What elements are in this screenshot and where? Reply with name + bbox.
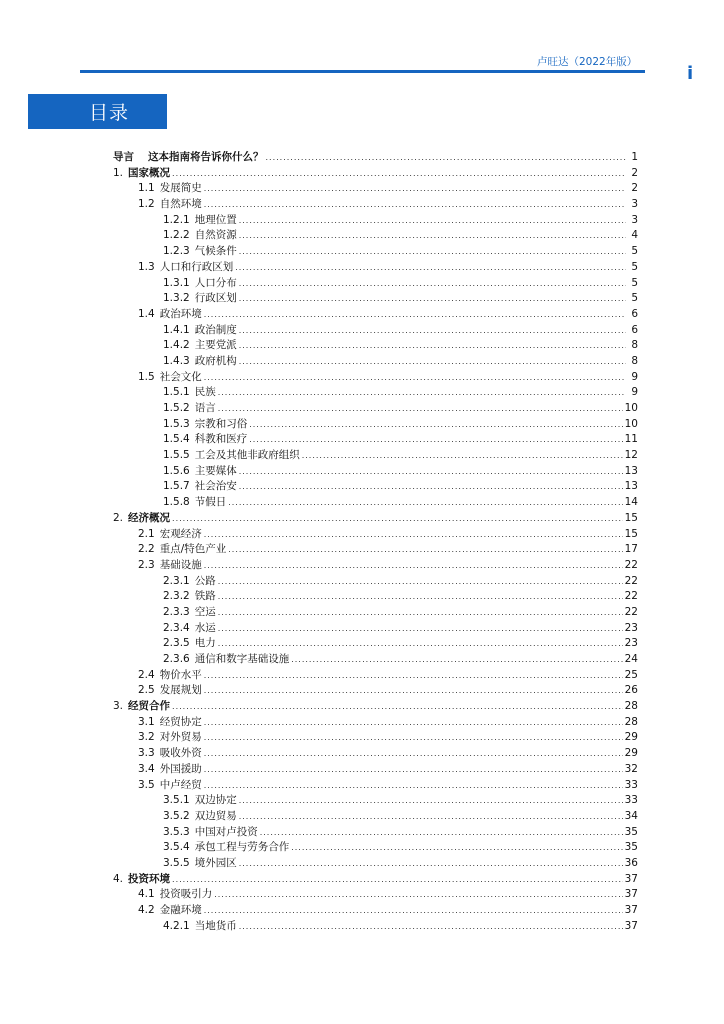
toc-entry-number: 3.5.4 (163, 841, 190, 854)
toc-entry-page: 9 (631, 370, 638, 383)
dot-leader (172, 511, 623, 527)
toc-entry-number: 2.3.2 (163, 590, 190, 603)
toc-entry-label: 民族 (194, 386, 216, 399)
dot-leader (239, 213, 626, 229)
dot-leader (204, 668, 623, 684)
toc-entry-label: 投资吸引力 (159, 888, 213, 901)
toc-entry-number: 1.3.1 (163, 276, 190, 289)
toc-entry-page: 10 (624, 402, 638, 414)
dot-leader (228, 542, 622, 558)
dot-leader (239, 338, 626, 354)
toc-entry[interactable] (113, 872, 638, 888)
toc-entry-label: 宗教和习俗 (194, 417, 248, 430)
toc-entry-label: 社会文化 (159, 370, 202, 383)
toc-entry-page: 22 (624, 590, 638, 603)
toc-entry-number: 1.5.8 (163, 496, 190, 509)
toc-entry-number: 3.2 (138, 731, 155, 744)
toc-entry-number: 2.3.1 (163, 574, 190, 587)
dot-leader (218, 589, 623, 605)
toc-entry-number: 1.2.3 (163, 245, 190, 258)
toc-entry-number: 3.4 (138, 762, 155, 775)
toc-entry-number: 3.5.1 (163, 794, 190, 807)
toc-entry-number: 1.2.2 (163, 229, 190, 242)
dot-leader (249, 417, 622, 433)
toc-entry[interactable] (113, 903, 638, 919)
toc-entry-number: 1.2 (138, 198, 155, 211)
toc-entry[interactable] (113, 495, 638, 511)
dot-leader (235, 260, 626, 276)
toc-entry[interactable] (113, 746, 638, 762)
toc-entry-page: 33 (624, 794, 638, 807)
toc-entry[interactable] (113, 166, 638, 182)
dot-leader (204, 730, 623, 746)
toc-entry-label: 宏观经济 (159, 527, 202, 540)
toc-entry-page: 35 (624, 841, 638, 854)
toc-entry[interactable] (113, 574, 638, 590)
toc-entry[interactable] (113, 354, 638, 370)
dot-leader (218, 605, 623, 621)
toc-entry-number: 3.1 (138, 715, 155, 728)
toc-entry-label: 人口和行政区划 (159, 260, 234, 273)
dot-leader (204, 197, 626, 213)
toc-entry[interactable] (113, 307, 638, 323)
toc-entry[interactable] (113, 605, 638, 621)
toc-entry-label: 公路 (194, 574, 216, 587)
toc-entry[interactable] (113, 181, 638, 197)
toc-entry-page: 3 (631, 213, 638, 226)
toc-entry-number: 1.5.1 (163, 386, 190, 399)
dot-leader (239, 809, 623, 825)
toc-entry[interactable] (113, 887, 638, 903)
toc-entry-page: 33 (624, 778, 638, 791)
toc-entry[interactable] (113, 260, 638, 276)
toc-entry[interactable] (113, 542, 638, 558)
dot-leader (239, 479, 623, 495)
toc-entry-number: 3. (113, 700, 124, 713)
toc-entry-number: 2.3.4 (163, 621, 190, 634)
dot-leader (204, 715, 623, 731)
toc-entry-number: 2.4 (138, 668, 155, 681)
toc-entry-number: 1.5 (138, 370, 155, 383)
toc-entry-page: 13 (624, 464, 638, 477)
toc-entry[interactable] (113, 244, 638, 260)
toc-entry-page: 22 (624, 574, 638, 587)
toc-entry[interactable] (113, 197, 638, 213)
dot-leader (218, 621, 623, 637)
toc-entry-page: 35 (624, 825, 638, 838)
toc-entry-page: 17 (624, 543, 638, 556)
dot-leader (239, 919, 623, 935)
toc-entry-label: 这本指南将告诉你什么？ (148, 151, 264, 163)
toc-entry-page: 37 (624, 872, 638, 885)
toc-entry[interactable] (113, 856, 638, 872)
toc-entry-page: 22 (624, 558, 638, 571)
toc-entry-number: 1.2.1 (163, 213, 190, 226)
toc-entry-page: 1 (631, 151, 638, 163)
toc-entry-number: 2.3 (138, 558, 155, 571)
toc-entry[interactable] (113, 683, 638, 699)
toc-entry-number: 2.3.5 (163, 637, 190, 650)
page-number: i (687, 63, 694, 84)
toc-entry[interactable] (113, 448, 638, 464)
dot-leader (204, 746, 623, 762)
toc-entry[interactable] (113, 228, 638, 244)
toc-entry-page: 6 (631, 307, 638, 320)
toc-entry-page: 29 (624, 731, 638, 744)
toc-entry-page: 37 (624, 888, 638, 901)
toc-entry-label: 物价水平 (159, 668, 202, 681)
toc-entry-page: 5 (631, 276, 638, 289)
dot-leader (239, 323, 626, 339)
toc-entry[interactable] (113, 432, 638, 448)
toc-entry-number: 3.5.2 (163, 809, 190, 822)
toc-entry-page: 15 (624, 511, 638, 524)
toc-entry[interactable] (113, 778, 638, 794)
dot-leader (204, 558, 623, 574)
toc-entry-number: 3.5 (138, 778, 155, 791)
toc-entry[interactable] (113, 276, 638, 292)
toc-entry-page: 5 (631, 292, 638, 305)
toc-entry-page: 8 (631, 354, 638, 367)
toc-entry-label: 科教和医疗 (194, 433, 248, 446)
toc-entry-label: 工会及其他非政府组织 (194, 449, 300, 462)
toc-entry-page: 3 (631, 198, 638, 211)
toc-entry[interactable] (113, 809, 638, 825)
toc-entry[interactable] (113, 699, 638, 715)
toc-entry-label: 外国援助 (159, 762, 202, 775)
toc-entry-number: 1. (113, 166, 124, 179)
toc-entry-number: 1.5.4 (163, 433, 190, 446)
toc-entry-label: 社会治安 (194, 480, 237, 493)
toc-entry-label: 行政区划 (194, 292, 237, 305)
toc-entry-number: 3.3 (138, 747, 155, 760)
dot-leader (218, 401, 623, 417)
toc-entry-page: 2 (631, 166, 638, 179)
toc-entry-page: 25 (624, 668, 638, 681)
toc-entry-label: 双边贸易 (194, 809, 237, 822)
toc-entry-label: 重点/特色产业 (159, 543, 227, 556)
dot-leader (239, 244, 626, 260)
dot-leader (291, 840, 622, 856)
toc-entry[interactable] (113, 150, 638, 166)
toc-entry-label: 主要媒体 (194, 464, 237, 477)
toc-entry-page: 28 (624, 700, 638, 713)
toc-entry-label: 发展规划 (159, 684, 202, 697)
dot-leader (204, 370, 626, 386)
toc-entry-label: 政治环境 (159, 307, 202, 320)
dot-leader (172, 166, 626, 182)
toc-entry-number: 1.5.2 (163, 402, 190, 414)
toc-entry-page: 23 (624, 621, 638, 634)
toc-entry-label: 经贸协定 (159, 715, 202, 728)
toc-entry-page: 5 (631, 260, 638, 273)
toc-entry-page: 10 (624, 417, 638, 430)
dot-leader (239, 354, 626, 370)
toc-entry-label: 气候条件 (194, 245, 237, 258)
toc-entry-number: 1.5.6 (163, 464, 190, 477)
dot-leader (204, 762, 623, 778)
toc-entry-page: 26 (624, 684, 638, 697)
toc-entry[interactable] (113, 621, 638, 637)
toc-entry-page: 6 (631, 323, 638, 336)
toc-entry-page: 37 (624, 904, 638, 916)
toc-entry-page: 23 (624, 637, 638, 650)
dot-leader (239, 793, 623, 809)
toc-entry-number: 2.1 (138, 527, 155, 540)
toc-entry-label: 吸收外资 (159, 747, 202, 760)
toc-entry-label: 经贸合作 (128, 700, 171, 713)
toc-entry-number: 2. (113, 511, 124, 524)
toc-entry-number: 1.3 (138, 260, 155, 273)
dot-leader (204, 778, 623, 794)
toc-entry-label: 自然环境 (159, 198, 202, 211)
toc-entry-label: 当地货币 (194, 919, 237, 932)
toc-entry[interactable] (113, 652, 638, 668)
toc-entry-label: 政治制度 (194, 323, 237, 336)
running-header: 卢旺达（2022年版） (537, 56, 638, 68)
toc-entry-number: 1.3.2 (163, 292, 190, 305)
dot-leader (239, 464, 623, 480)
toc-entry-page: 5 (631, 245, 638, 258)
toc-entry-label: 境外园区 (194, 856, 237, 869)
dot-leader (266, 150, 627, 166)
toc-entry-number: 1.4 (138, 307, 155, 320)
toc-entry-page: 4 (631, 229, 638, 242)
toc-entry-number: 1.4.1 (163, 323, 190, 336)
toc-entry-page: 15 (624, 527, 638, 540)
toc-entry-label: 经济概况 (128, 511, 171, 524)
toc-entry-label: 人口分布 (194, 276, 237, 289)
toc-entry-label: 节假日 (194, 496, 227, 509)
dot-leader (239, 856, 623, 872)
toc-entry-number: 1.4.2 (163, 339, 190, 352)
toc-title: 目录 (89, 102, 130, 124)
dot-leader (204, 903, 623, 919)
dot-leader (204, 527, 623, 543)
toc-entry[interactable] (113, 417, 638, 433)
dot-leader (172, 872, 623, 888)
toc-entry-page: 34 (624, 809, 638, 822)
toc-entry-number: 2.3.6 (163, 653, 190, 665)
toc-entry-number: 4. (113, 872, 124, 885)
toc-entry[interactable] (113, 464, 638, 480)
toc-entry-label: 国家概况 (128, 166, 171, 179)
toc-entry[interactable] (113, 668, 638, 684)
toc-entry-label: 中卢经贸 (159, 778, 202, 791)
toc-entry-page: 11 (624, 433, 638, 446)
toc-entry-number: 1.1 (138, 182, 155, 195)
toc-entry-label: 空运 (194, 605, 216, 618)
toc-banner (28, 94, 167, 129)
toc-entry-label: 双边协定 (194, 794, 237, 807)
header-rule (80, 70, 645, 73)
toc-entry-label: 铁路 (194, 590, 216, 603)
toc-entry-number: 1.5.5 (163, 449, 190, 462)
dot-leader (204, 683, 623, 699)
toc-entry-number: 4.2.1 (163, 919, 190, 932)
toc-entry-page: 12 (624, 449, 638, 462)
toc-entry-number: 导言 (113, 151, 134, 163)
toc-entry-label: 地理位置 (194, 213, 237, 226)
toc-entry-page: 14 (624, 496, 638, 509)
dot-leader (239, 228, 626, 244)
toc-entry-page: 9 (631, 386, 638, 399)
toc-entry-label: 通信和数字基础设施 (194, 653, 290, 665)
dot-leader (218, 636, 623, 652)
toc-entry-label: 水运 (194, 621, 216, 634)
dot-leader (239, 291, 626, 307)
toc-entry[interactable] (113, 213, 638, 229)
toc-entry[interactable] (113, 479, 638, 495)
toc-entry-label: 对外贸易 (159, 731, 202, 744)
toc-entry[interactable] (113, 636, 638, 652)
toc-entry-page: 36 (624, 856, 638, 869)
toc-entry-page: 28 (624, 715, 638, 728)
toc-entry-page: 37 (624, 919, 638, 932)
dot-leader (302, 448, 623, 464)
dot-leader (214, 887, 622, 903)
toc-entry-page: 22 (624, 605, 638, 618)
toc-entry-label: 中国对卢投资 (194, 825, 258, 838)
toc-entry-label: 主要党派 (194, 339, 237, 352)
dot-leader (260, 825, 623, 841)
toc-entry-number: 1.5.3 (163, 417, 190, 430)
toc-entry[interactable] (113, 715, 638, 731)
toc-entry-page: 24 (624, 653, 638, 665)
dot-leader (204, 181, 626, 197)
toc-entry[interactable] (113, 323, 638, 339)
toc-entry-label: 承包工程与劳务合作 (194, 841, 290, 854)
toc-entry-label: 语言 (194, 402, 216, 414)
toc-entry-label: 基础设施 (159, 558, 202, 571)
dot-leader (239, 276, 626, 292)
toc-entry-label: 电力 (194, 637, 216, 650)
toc-entry[interactable] (113, 527, 638, 543)
dot-leader (172, 699, 623, 715)
toc-entry-page: 13 (624, 480, 638, 493)
toc-entry[interactable] (113, 558, 638, 574)
toc-entry-page: 32 (624, 762, 638, 775)
dot-leader (218, 574, 623, 590)
toc-entry-label: 金融环境 (159, 904, 202, 916)
dot-leader (218, 385, 626, 401)
table-of-contents (113, 150, 638, 934)
toc-entry[interactable] (113, 793, 638, 809)
toc-entry[interactable] (113, 370, 638, 386)
toc-entry[interactable] (113, 762, 638, 778)
toc-entry[interactable] (113, 401, 638, 417)
dot-leader (228, 495, 622, 511)
toc-entry[interactable] (113, 730, 638, 746)
toc-entry-page: 8 (631, 339, 638, 352)
dot-leader (249, 432, 622, 448)
toc-entry[interactable] (113, 589, 638, 605)
toc-entry[interactable] (113, 338, 638, 354)
toc-entry-number: 3.5.5 (163, 856, 190, 869)
toc-entry-number: 4.2 (138, 904, 155, 916)
toc-entry[interactable] (113, 385, 638, 401)
toc-entry-label: 发展简史 (159, 182, 202, 195)
dot-leader (291, 652, 622, 668)
toc-entry-page: 2 (631, 182, 638, 195)
toc-entry[interactable] (113, 825, 638, 841)
toc-entry-number: 2.3.3 (163, 605, 190, 618)
toc-entry[interactable] (113, 840, 638, 856)
toc-entry-number: 1.4.3 (163, 354, 190, 367)
toc-entry-number: 2.2 (138, 543, 155, 556)
toc-entry-label: 投资环境 (128, 872, 171, 885)
toc-entry[interactable] (113, 919, 638, 935)
toc-entry-label: 自然资源 (194, 229, 237, 242)
toc-entry-number: 3.5.3 (163, 825, 190, 838)
dot-leader (204, 307, 626, 323)
toc-entry[interactable] (113, 511, 638, 527)
toc-entry-label: 政府机构 (194, 354, 237, 367)
toc-entry-number: 2.5 (138, 684, 155, 697)
toc-entry-number: 4.1 (138, 888, 155, 901)
toc-entry-page: 29 (624, 747, 638, 760)
toc-entry[interactable] (113, 291, 638, 307)
toc-entry-number: 1.5.7 (163, 480, 190, 493)
